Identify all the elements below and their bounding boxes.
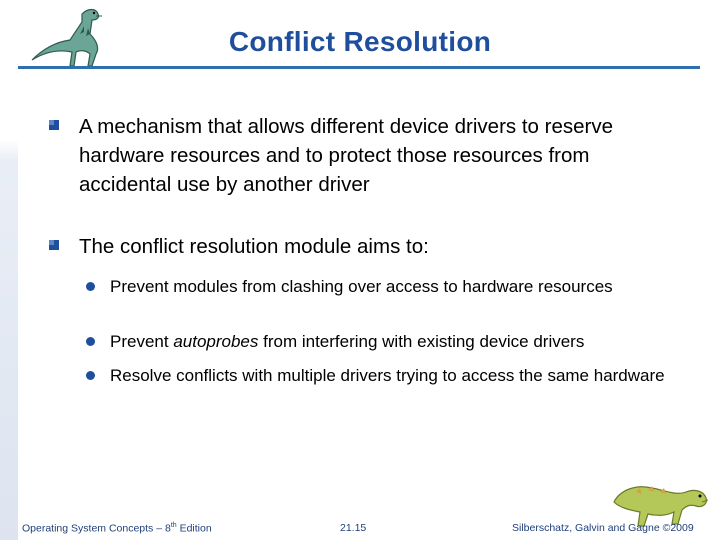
dot-bullet-icon [86,371,95,380]
footer-page-number: 21.15 [340,522,367,534]
bullet-text: A mechanism that allows different device drivers to reserve hardware resources and to protect those resources from accidental use by another driver [79,115,614,196]
square-bullet-icon [48,239,60,251]
footer-copyright: Silberschatz, Galvin and Gagne ©2009 [512,522,694,534]
dinosaur-icon [22,4,142,70]
dot-bullet-icon [86,337,95,346]
sub-bullet-text: Resolve conflicts with multiple drivers trying to access the same hardware [110,366,665,385]
emphasis-term: autoprobes [173,332,259,351]
sub-bullet-text: Prevent modules from clashing over access to hardware resources [110,277,613,296]
dot-bullet-icon [86,282,95,291]
left-gradient-band [0,0,18,540]
footer-book-title: Operating System Concepts – 8th Edition [22,522,212,535]
square-bullet-icon [48,119,60,131]
bullet-text: The conflict resolution module aims to: [79,235,429,258]
sub-bullet-text: Prevent autoprobes from interfering with existing device drivers [110,332,585,351]
slide-title: Conflict Resolution [228,26,492,57]
title-divider [18,66,700,69]
